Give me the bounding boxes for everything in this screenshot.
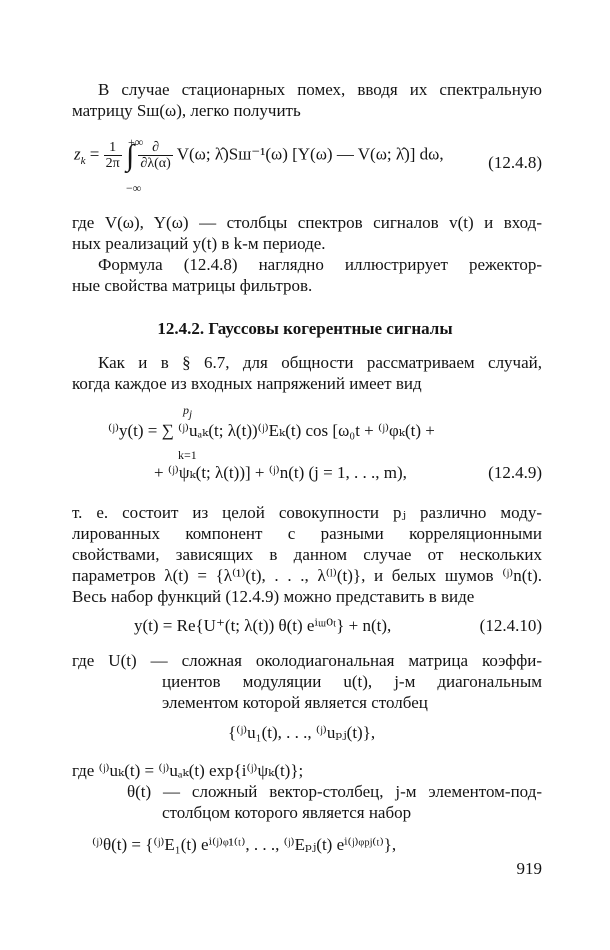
para4-line2: лированных компонент с разными корреляционными	[72, 524, 542, 543]
para4-line5: Весь набор функций (12.4.9) можно представить в виде	[72, 587, 475, 606]
eq2-sum-lower: k=1	[178, 448, 197, 462]
equation-theta: ⁽ʲ⁾θ(t) = {⁽ʲ⁾E₁(t) eⁱ⁽ʲ⁾ᵠ¹⁽ᵗ⁾, . . ., ⁽ʲ⁾Eₚⱼ(t) eⁱ⁽ʲ⁾ᵠᵖʲ⁽ᵗ⁾},	[92, 835, 397, 854]
equation-12-4-9-line2: + ⁽ʲ⁾ψₖ(t; λ(t))] + ⁽ʲ⁾n(t) (j = 1, . . ., m),	[154, 463, 407, 482]
equation-12-4-9-line1: ⁽ʲ⁾y(t) = ∑ ⁽ʲ⁾uₐₖ(t; λ(t))⁽ʲ⁾Eₖ(t) cos [ω₀t + ⁽ʲ⁾φₖ(t) +	[108, 421, 435, 440]
para3-line2: когда каждое из входных напряжений имеет вид	[72, 374, 422, 393]
para2-line3: Формула (12.4.8) наглядно иллюстрирует режектор-	[98, 255, 542, 274]
para4-line4: параметров λ(t) = {λ⁽¹⁾(t), . . ., λ⁽ˡ⁾(t)}, и белых шумов ⁽ʲ⁾n(t).	[72, 566, 542, 585]
para5-line1: где U(t) — сложная околодиагональная матрица коэффи-	[72, 651, 542, 670]
eq1-equals: =	[85, 144, 104, 164]
eq1-number: (12.4.8)	[488, 153, 542, 172]
eq1-frac-num: 1	[104, 140, 122, 156]
para4-line1: т. е. состоит из целой совокупности pⱼ различно моду-	[72, 503, 542, 522]
para1-line2: матрицу Sш(ω), легко получить	[72, 101, 301, 120]
eq3-number: (12.4.10)	[479, 616, 542, 635]
eq2-sum-upper: $p_j$	[183, 403, 193, 421]
eq1-deriv-num: ∂	[138, 140, 172, 156]
eq1-int-lower: −∞	[126, 181, 142, 195]
eq2-number: (12.4.9)	[488, 463, 542, 482]
para5-line3: элементом которой является столбец	[162, 693, 428, 712]
para6-line2: θ(t) — сложный вектор-столбец, j-м элементом-под-	[127, 782, 542, 801]
para1-line1: В случае стационарных помех, вводя их спектральную	[98, 80, 542, 99]
eq1-int-upper: +∞	[128, 135, 144, 149]
para6-line1: где ⁽ʲ⁾uₖ(t) = ⁽ʲ⁾uₐₖ(t) exp{i⁽ʲ⁾ψₖ(t)};	[72, 761, 304, 780]
para2-line1: где V(ω), Y(ω) — столбцы спектров сигналов v(t) и вход-	[72, 213, 542, 232]
para3-line1: Как и в § 6.7, для общности рассматриваем случай,	[98, 353, 542, 372]
equation-column: {⁽ʲ⁾u₁(t), . . ., ⁽ʲ⁾uₚⱼ(t)},	[228, 723, 376, 742]
para5-line2: циентов модуляции u(t), j-м диагональным	[162, 672, 542, 691]
page-number: 919	[516, 859, 542, 878]
section-heading: 12.4.2. Гауссовы когерентные сигналы	[157, 319, 453, 338]
para6-line3: столбцом которого является набор	[162, 803, 412, 822]
eq1-derivative	[138, 140, 172, 171]
equation-12-4-10: y(t) = Re{U⁺(t; λ(t)) θ(t) eⁱᵚ⁰ᵗ} + n(t),	[134, 616, 392, 635]
eq1-lhs: z	[74, 144, 81, 164]
eq1-fraction	[104, 140, 122, 171]
eq1-body: V(ω; λ̂)Sш⁻¹(ω) [Y(ω) — V(ω; λ̂)] dω,	[176, 144, 444, 164]
para4-line3: свойствами, зависящих в данном случае от нескольких	[72, 545, 542, 564]
para2-line2: ных реализаций y(t) в k-м периоде.	[72, 234, 326, 253]
eq1-lhs-sub: k	[80, 154, 86, 167]
eq1-integral: ∫	[125, 139, 135, 172]
eq1-frac-den: 2π	[105, 156, 120, 171]
para2-line4: ные свойства матрицы фильтров.	[72, 276, 313, 295]
eq1-deriv-den: ∂λ(α)	[140, 156, 171, 171]
